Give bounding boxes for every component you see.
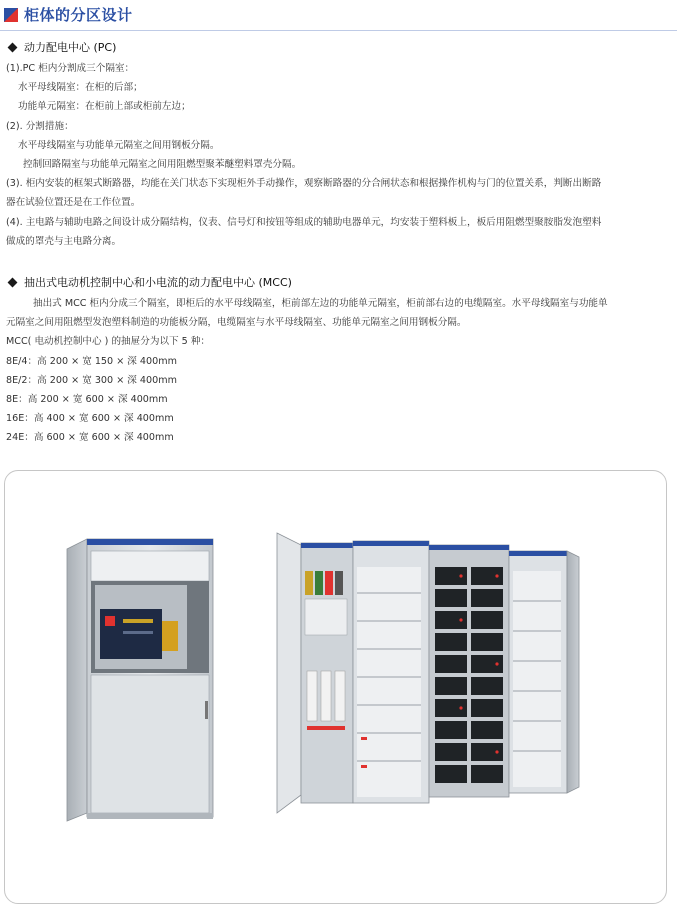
pc-line: (1).PC 柜内分割成三个隔室： (6, 63, 135, 74)
pc-title (6, 38, 601, 56)
pc-line: 做成的罩壳与主电路分离。 (6, 235, 122, 247)
mcc-line: 元隔室之间用阻燃型发泡塑料制造的功能板分隔，电缆隔室与水平母线隔室、功能单元隔室之间用钢板分隔。 (6, 317, 467, 329)
header-divider (0, 30, 677, 31)
drawer-spec: 16E：高 400 × 宽 600 × 深 400mm (6, 413, 174, 425)
pc-section (6, 38, 601, 251)
pc-title-text: 动力配电中心 (PC) (24, 41, 117, 54)
diamond-bullet-icon (8, 42, 18, 52)
mcc-line: 抽出式 MCC 柜内分成三个隔室，即柜后的水平母线隔室，柜前部左边的功能单元隔室，柜前部右边的电缆隔室。水平母线隔室与功能单 (33, 298, 608, 309)
drawer-spec: 8E/4：高 200 × 宽 150 × 深 400mm (6, 355, 177, 367)
page-title: 柜体的分区设计 (24, 6, 133, 24)
section-header (4, 4, 133, 25)
mcc-title-text: 抽出式电动机控制中心和小电流的动力配电中心 (MCC) (24, 276, 292, 289)
pc-line: 控制回路隔室与功能单元隔室之间用阻燃型聚苯醚塑料罩壳分隔。 (23, 159, 302, 171)
pc-cabinet (67, 539, 213, 821)
mcc-line: MCC( 电动机控制中心 ) 的抽屉分为以下 5 种： (6, 336, 211, 348)
pc-line: (2). 分割措施： (6, 120, 74, 132)
mcc-title (6, 273, 608, 291)
pc-line: 水平母线隔室：在柜的后部； (18, 82, 143, 94)
pc-line: 功能单元隔室：在柜前上部或柜前左边； (18, 101, 191, 113)
pc-line: 水平母线隔室与功能单元隔室之间用钢板分隔。 (18, 139, 220, 151)
cabinet-photo (4, 470, 667, 904)
pc-line: (4). 主电路与辅助电路之间设计成分隔结构，仪表、信号灯和按钮等组成的辅助电器单元，均安装于塑料板上，板后用阻燃型聚胺脂发泡塑料 (6, 216, 602, 228)
blue-red-square-icon (4, 8, 18, 22)
pc-line: 器在试验位置还是在工作位置。 (6, 197, 141, 209)
pc-line: (3). 柜内安装的框架式断路器，均能在关门状态下实现柜外手动操作，观察断路器的分合闸状态和根据操作机构与门的位置关系，判断出断路 (6, 178, 602, 190)
mcc-section (6, 273, 608, 448)
drawer-spec: 8E/2：高 200 × 宽 300 × 深 400mm (6, 374, 177, 386)
diamond-bullet-icon (8, 277, 18, 287)
drawer-spec: 24E：高 600 × 宽 600 × 深 400mm (6, 432, 174, 444)
cabinet-illustration (5, 471, 666, 903)
drawer-spec: 8E：高 200 × 宽 600 × 深 400mm (6, 394, 168, 406)
mcc-cabinet-lineup (277, 533, 579, 813)
